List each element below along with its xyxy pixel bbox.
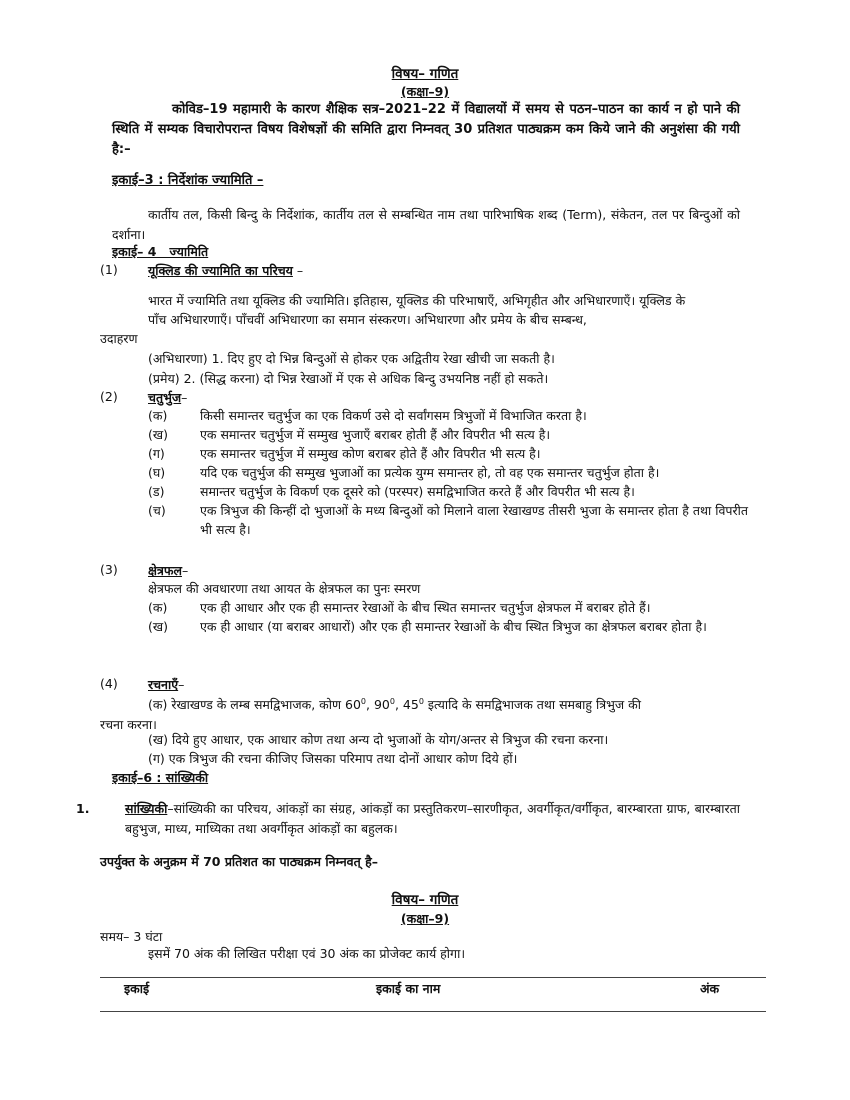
exam-time: समय– 3 घंटा [100, 929, 163, 944]
item-text: एक त्रिभुज की किन्हीं दो भुजाओं के मध्य बिन्दुओं को मिलाने वाला रेखाखण्ड तीसरी भुजा के समान्तर होता है तथा विपरीत भी सत्य है। [200, 503, 748, 537]
section2-dash: – [181, 390, 188, 405]
section1-number: (1) [100, 262, 118, 277]
list-item [148, 463, 748, 482]
section4-item-kha: (ख) दिये हुए आधार, एक आधार कोण तथा अन्य दो भुजाओं के योग/अन्तर से त्रिभुज की रचना करना। [148, 732, 609, 747]
list-item [148, 501, 748, 539]
list-item [148, 617, 748, 636]
section4-number: (4) [100, 676, 118, 691]
section4-heading [148, 676, 184, 693]
section2-heading [148, 389, 187, 406]
degree-sup-60: 0 [360, 697, 366, 706]
section2-number: (2) [100, 389, 118, 404]
section4-item-ga: (ग) एक त्रिभुज की रचना कीजिए जिसका परिमाप तथा दोनों आधार कोण दिये हों। [148, 751, 518, 766]
item-text: एक समान्तर चतुर्भुज में सम्मुख भुजाएँ बराबर होती हैं और विपरीत भी सत्य है। [200, 427, 551, 442]
item-label: (क) [148, 600, 168, 615]
unit4-heading: इकाई– 4 ज्यामिति [112, 244, 209, 259]
syllabus70-class: (कक्षा–9) [400, 911, 450, 926]
item-label: (च) [148, 503, 166, 518]
item-label: (क) [148, 408, 168, 423]
unit6-paragraph [125, 799, 740, 839]
postulate-line: (अभिधारणा) 1. दिए हुए दो भिन्न बिन्दुओं से होकर एक अद्वितीय रेखा खीची जा सकती है। [148, 351, 555, 366]
section1-heading [148, 262, 303, 279]
section3-intro: क्षेत्रफल की अवधारणा तथा आयत के क्षेत्रफल का पुनः स्मरण [148, 581, 421, 596]
section1-title: यूक्लिड की ज्यामिति का परिचय [148, 263, 293, 278]
section1-para-line2: पाँच अभिधारणाएँ। पाँचवीं अभिधारणा का समान संस्करण। अभिधारणा और प्रमेय के बीच सम्बन्ध, [148, 312, 587, 327]
construction-text-b: , 90 [366, 697, 390, 713]
syllabus70-lead: उपर्युक्त के अनुक्रम में 70 प्रतिशत का पाठ्यक्रम निम्नवत् है– [100, 854, 378, 869]
item-text: समान्तर चतुर्भुज के विकर्ण एक दूसरे को (परस्पर) समद्विभाजित करते हैं और विपरीत भी सत्य है। [200, 484, 635, 499]
section4-title: रचनाएँ [148, 677, 179, 692]
unit6-item-number: 1. [76, 801, 90, 816]
section3-dash: – [181, 563, 189, 578]
list-item [148, 406, 748, 425]
section1-para-line1: भारत में ज्यामिति तथा यूक्लिड की ज्यामिति। इतिहास, यूक्लिड की परिभाषाएँ, अभिगृहीत और अभिधारणाएँ। यूक्लिड के [148, 293, 686, 308]
item-label: (ड) [148, 484, 165, 499]
statistics-title: सांख्यिकी [125, 801, 168, 816]
construction-line [100, 692, 740, 715]
statistics-text: –सांख्यिकी का परिचय, आंकड़ों का संग्रह, आंकड़ों का प्रस्तुतिकरण–सारणीकृत, अवर्गीकृत/वर्गीकृत, बारम्बारता ग्राफ, बारम्बारता बहुभुज, माध्य, माध्यिका तथा अवर्गीकृत आंकड़ों का बहुलक। [125, 801, 740, 836]
syllabus70-subject: विषय– गणित [391, 892, 459, 908]
intro-paragraph: कोविड–19 महामारी के कारण शैक्षिक सत्र–2021–22 में विद्यालयों में समय से पठन–पाठन का कार्य न हो पाने की स्थिति में सम्यक विचारोपरान्त विषय विशेषज्ञों की समिति द्वारा निम्नवत् 30 प्रतिशत पाठ्यक्रम कम किये जाने की अनुशंसा की गयी है:– [112, 102, 740, 157]
table-header-rule [100, 1011, 766, 1012]
unit3-heading: इकाई–3 : निर्देशांक ज्यामिति – [112, 173, 264, 188]
construction-text-d: इत्यादि के समद्विभाजक तथा समबाहु त्रिभुज की [423, 697, 642, 713]
section3-title: क्षेत्रफल [148, 563, 182, 578]
table-header-marks: अंक [700, 981, 720, 996]
section2-title: चतुर्भुज [148, 390, 182, 405]
construction-text-c: , 45 [394, 697, 419, 713]
exam-note: इसमें 70 अंक की लिखित परीक्षा एवं 30 अंक का प्रोजेक्ट कार्य होगा। [148, 946, 466, 961]
list-item [148, 482, 748, 501]
section1-dash: – [296, 263, 304, 278]
class-label: (कक्षा–9) [400, 84, 450, 99]
degree-sup-90: 0 [389, 697, 395, 706]
section3-number: (3) [100, 562, 118, 577]
item-text: किसी समान्तर चतुर्भुज का एक विकर्ण उसे दो सर्वांगसम त्रिभुजों में विभाजित करता है। [200, 408, 587, 423]
item-text: एक ही आधार और एक ही समान्तर रेखाओं के बीच स्थित समान्तर चतुर्भुज क्षेत्रफल में बराबर होते हैं। [200, 600, 651, 615]
item-label: (ग) [148, 446, 165, 461]
degree-sup-45: 0 [418, 697, 424, 706]
theorem-line: (प्रमेय) 2. (सिद्ध करना) दो भिन्न रेखाओं में एक से अधिक बिन्दु उभयनिष्ठ नहीं हो सकते। [148, 371, 549, 386]
item-label: (घ) [148, 465, 166, 480]
item-text: यदि एक चतुर्भुज की सम्मुख भुजाओं का प्रत्येक युग्म समान्तर हो, तो वह एक समान्तर चतुर्भुज होता है। [200, 465, 660, 480]
table-header-unit-name: इकाई का नाम [376, 981, 441, 996]
section3-list [148, 598, 748, 636]
section4-item-ka [100, 692, 740, 735]
item-label: (ख) [148, 619, 168, 634]
unit6-heading: इकाई–6 : सांख्यिकी [112, 770, 209, 785]
list-item [148, 425, 748, 444]
section3-heading [148, 562, 188, 579]
list-item [148, 598, 748, 617]
construction-text-a: (क) रेखाखण्ड के लम्ब समद्विभाजक, कोण 60 [148, 697, 361, 713]
table-header-unit: इकाई [124, 981, 150, 996]
section1-paragraph [100, 291, 740, 348]
section2-list [148, 406, 748, 539]
item-label: (ख) [148, 427, 168, 442]
subject-title: विषय– गणित [391, 66, 459, 82]
list-item [148, 444, 748, 463]
item-text: एक ही आधार (या बराबर आधारों) और एक ही समान्तर रेखाओं के बीच स्थित त्रिभुज का क्षेत्रफल बराबर होता है। [200, 619, 707, 634]
unit3-text: कार्तीय तल, किसी बिन्दु के निर्देशांक, कार्तीय तल से सम्बन्धित नाम तथा पारिभाषिक शब्द (Term), संकेतन, तल पर बिन्दुओं को दर्शाना। [112, 207, 740, 242]
table-top-rule [100, 977, 766, 978]
item-text: एक समान्तर चतुर्भुज में सम्मुख कोण बराबर होते हैं और विपरीत भी सत्य है। [200, 446, 541, 461]
section4-dash: – [178, 677, 185, 692]
section1-para-line3: उदाहरण [100, 331, 138, 346]
construction-continuation: रचना करना। [100, 717, 157, 733]
